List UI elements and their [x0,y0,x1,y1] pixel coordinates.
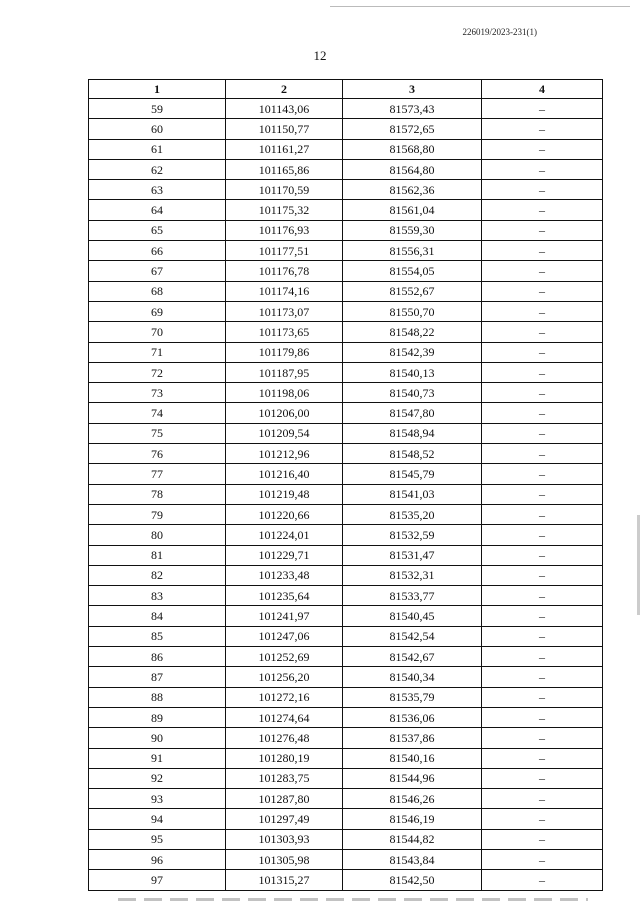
x-coordinate-cell: 101198,06 [226,383,343,403]
x-coordinate-cell: 101179,86 [226,342,343,362]
x-coordinate-cell: 101206,00 [226,403,343,423]
y-coordinate-cell: 81544,82 [343,829,482,849]
y-coordinate-cell: 81552,67 [343,281,482,301]
y-coordinate-cell: 81562,36 [343,180,482,200]
table-row [89,748,603,768]
top-rule [330,6,630,7]
table-row [89,829,603,849]
y-coordinate-cell: 81540,73 [343,383,482,403]
table-row [89,362,603,382]
point-number-cell: 90 [89,728,226,748]
x-coordinate-cell: 101272,16 [226,687,343,707]
x-coordinate-cell: 101209,54 [226,423,343,443]
table-row [89,484,603,504]
y-coordinate-cell: 81568,80 [343,139,482,159]
y-coordinate-cell: 81540,45 [343,606,482,626]
point-number-cell: 77 [89,464,226,484]
x-coordinate-cell: 101173,07 [226,301,343,321]
table-row [89,322,603,342]
x-coordinate-cell: 101305,98 [226,849,343,869]
table-row [89,707,603,727]
note-cell: – [482,829,603,849]
point-number-cell: 84 [89,606,226,626]
table-row [89,403,603,423]
table-row [89,586,603,606]
table-row [89,565,603,585]
y-coordinate-cell: 81561,04 [343,200,482,220]
x-coordinate-cell: 101224,01 [226,525,343,545]
y-coordinate-cell: 81572,65 [343,119,482,139]
note-cell: – [482,119,603,139]
point-number-cell: 97 [89,870,226,890]
table-row [89,99,603,119]
note-cell: – [482,322,603,342]
table-row [89,768,603,788]
scan-artifact [118,898,588,901]
point-number-cell: 91 [89,748,226,768]
x-coordinate-cell: 101165,86 [226,159,343,179]
point-number-cell: 75 [89,423,226,443]
table-row [89,220,603,240]
y-coordinate-cell: 81532,59 [343,525,482,545]
x-coordinate-cell: 101174,16 [226,281,343,301]
note-cell: – [482,565,603,585]
point-number-cell: 60 [89,119,226,139]
x-coordinate-cell: 101187,95 [226,362,343,382]
page-number: 12 [313,48,327,63]
x-coordinate-cell: 101241,97 [226,606,343,626]
table-row [89,241,603,261]
table-row [89,281,603,301]
y-coordinate-cell: 81540,13 [343,362,482,382]
note-cell: – [482,484,603,504]
note-cell: – [482,728,603,748]
note-cell: – [482,748,603,768]
table-row [89,870,603,890]
coordinates-table [88,79,603,891]
point-number-cell: 67 [89,261,226,281]
point-number-cell: 82 [89,565,226,585]
note-cell: – [482,849,603,869]
note-cell: – [482,768,603,788]
column-header: 4 [482,80,603,99]
table-row [89,728,603,748]
table-row [89,200,603,220]
point-number-cell: 70 [89,322,226,342]
point-number-cell: 78 [89,484,226,504]
y-coordinate-cell: 81554,05 [343,261,482,281]
y-coordinate-cell: 81531,47 [343,545,482,565]
table-body [89,99,603,891]
point-number-cell: 66 [89,241,226,261]
point-number-cell: 95 [89,829,226,849]
point-number-cell: 62 [89,159,226,179]
document-id: 226019/2023-231(1) [462,27,537,37]
y-coordinate-cell: 81542,50 [343,870,482,890]
y-coordinate-cell: 81543,84 [343,849,482,869]
y-coordinate-cell: 81550,70 [343,301,482,321]
x-coordinate-cell: 101212,96 [226,444,343,464]
x-coordinate-cell: 101176,78 [226,261,343,281]
table-row [89,342,603,362]
x-coordinate-cell: 101173,65 [226,322,343,342]
point-number-cell: 61 [89,139,226,159]
y-coordinate-cell: 81533,77 [343,586,482,606]
note-cell: – [482,444,603,464]
note-cell: – [482,261,603,281]
y-coordinate-cell: 81535,79 [343,687,482,707]
note-cell: – [482,342,603,362]
note-cell: – [482,809,603,829]
point-number-cell: 93 [89,789,226,809]
point-number-cell: 94 [89,809,226,829]
note-cell: – [482,362,603,382]
note-cell: – [482,241,603,261]
point-number-cell: 59 [89,99,226,119]
y-coordinate-cell: 81544,96 [343,768,482,788]
note-cell: – [482,403,603,423]
note-cell: – [482,301,603,321]
point-number-cell: 83 [89,586,226,606]
x-coordinate-cell: 101283,75 [226,768,343,788]
y-coordinate-cell: 81537,86 [343,728,482,748]
table-row [89,687,603,707]
note-cell: – [482,423,603,443]
table-row [89,159,603,179]
x-coordinate-cell: 101256,20 [226,667,343,687]
table-row [89,626,603,646]
column-header: 2 [226,80,343,99]
point-number-cell: 64 [89,200,226,220]
y-coordinate-cell: 81536,06 [343,707,482,727]
y-coordinate-cell: 81532,31 [343,565,482,585]
point-number-cell: 72 [89,362,226,382]
x-coordinate-cell: 101247,06 [226,626,343,646]
note-cell: – [482,870,603,890]
y-coordinate-cell: 81559,30 [343,220,482,240]
table-row [89,444,603,464]
point-number-cell: 86 [89,647,226,667]
x-coordinate-cell: 101229,71 [226,545,343,565]
note-cell: – [482,707,603,727]
table-row [89,301,603,321]
note-cell: – [482,606,603,626]
table-header-row [89,80,603,99]
y-coordinate-cell: 81540,16 [343,748,482,768]
note-cell: – [482,220,603,240]
x-coordinate-cell: 101280,19 [226,748,343,768]
x-coordinate-cell: 101233,48 [226,565,343,585]
y-coordinate-cell: 81564,80 [343,159,482,179]
note-cell: – [482,139,603,159]
note-cell: – [482,383,603,403]
x-coordinate-cell: 101220,66 [226,504,343,524]
note-cell: – [482,667,603,687]
table-row [89,423,603,443]
x-coordinate-cell: 101252,69 [226,647,343,667]
note-cell: – [482,99,603,119]
y-coordinate-cell: 81542,54 [343,626,482,646]
note-cell: – [482,626,603,646]
y-coordinate-cell: 81542,67 [343,647,482,667]
point-number-cell: 89 [89,707,226,727]
y-coordinate-cell: 81546,19 [343,809,482,829]
note-cell: – [482,789,603,809]
x-coordinate-cell: 101176,93 [226,220,343,240]
point-number-cell: 69 [89,301,226,321]
x-coordinate-cell: 101235,64 [226,586,343,606]
point-number-cell: 87 [89,667,226,687]
x-coordinate-cell: 101287,80 [226,789,343,809]
point-number-cell: 85 [89,626,226,646]
note-cell: – [482,545,603,565]
y-coordinate-cell: 81545,79 [343,464,482,484]
x-coordinate-cell: 101161,27 [226,139,343,159]
x-coordinate-cell: 101276,48 [226,728,343,748]
y-coordinate-cell: 81546,26 [343,789,482,809]
table-row [89,261,603,281]
note-cell: – [482,687,603,707]
table-row [89,849,603,869]
point-number-cell: 63 [89,180,226,200]
note-cell: – [482,200,603,220]
point-number-cell: 88 [89,687,226,707]
point-number-cell: 73 [89,383,226,403]
note-cell: – [482,586,603,606]
table-row [89,180,603,200]
point-number-cell: 96 [89,849,226,869]
point-number-cell: 68 [89,281,226,301]
table-row [89,504,603,524]
point-number-cell: 80 [89,525,226,545]
table-row [89,647,603,667]
point-number-cell: 65 [89,220,226,240]
y-coordinate-cell: 81535,20 [343,504,482,524]
table-row [89,464,603,484]
x-coordinate-cell: 101216,40 [226,464,343,484]
point-number-cell: 92 [89,768,226,788]
point-number-cell: 81 [89,545,226,565]
y-coordinate-cell: 81540,34 [343,667,482,687]
point-number-cell: 79 [89,504,226,524]
x-coordinate-cell: 101170,59 [226,180,343,200]
x-coordinate-cell: 101177,51 [226,241,343,261]
x-coordinate-cell: 101219,48 [226,484,343,504]
table-row [89,383,603,403]
table-row [89,545,603,565]
y-coordinate-cell: 81548,94 [343,423,482,443]
table-row [89,667,603,687]
y-coordinate-cell: 81547,80 [343,403,482,423]
note-cell: – [482,180,603,200]
point-number-cell: 74 [89,403,226,423]
table-row [89,119,603,139]
x-coordinate-cell: 101303,93 [226,829,343,849]
x-coordinate-cell: 101143,06 [226,99,343,119]
note-cell: – [482,504,603,524]
table-row [89,525,603,545]
x-coordinate-cell: 101175,32 [226,200,343,220]
x-coordinate-cell: 101315,27 [226,870,343,890]
table-row [89,809,603,829]
note-cell: – [482,159,603,179]
point-number-cell: 76 [89,444,226,464]
x-coordinate-cell: 101150,77 [226,119,343,139]
note-cell: – [482,525,603,545]
y-coordinate-cell: 81548,22 [343,322,482,342]
y-coordinate-cell: 81556,31 [343,241,482,261]
point-number-cell: 71 [89,342,226,362]
note-cell: – [482,281,603,301]
y-coordinate-cell: 81548,52 [343,444,482,464]
column-header: 1 [89,80,226,99]
y-coordinate-cell: 81542,39 [343,342,482,362]
note-cell: – [482,464,603,484]
note-cell: – [482,647,603,667]
column-header: 3 [343,80,482,99]
table-row [89,606,603,626]
x-coordinate-cell: 101297,49 [226,809,343,829]
x-coordinate-cell: 101274,64 [226,707,343,727]
y-coordinate-cell: 81573,43 [343,99,482,119]
table-row [89,789,603,809]
table-row [89,139,603,159]
y-coordinate-cell: 81541,03 [343,484,482,504]
